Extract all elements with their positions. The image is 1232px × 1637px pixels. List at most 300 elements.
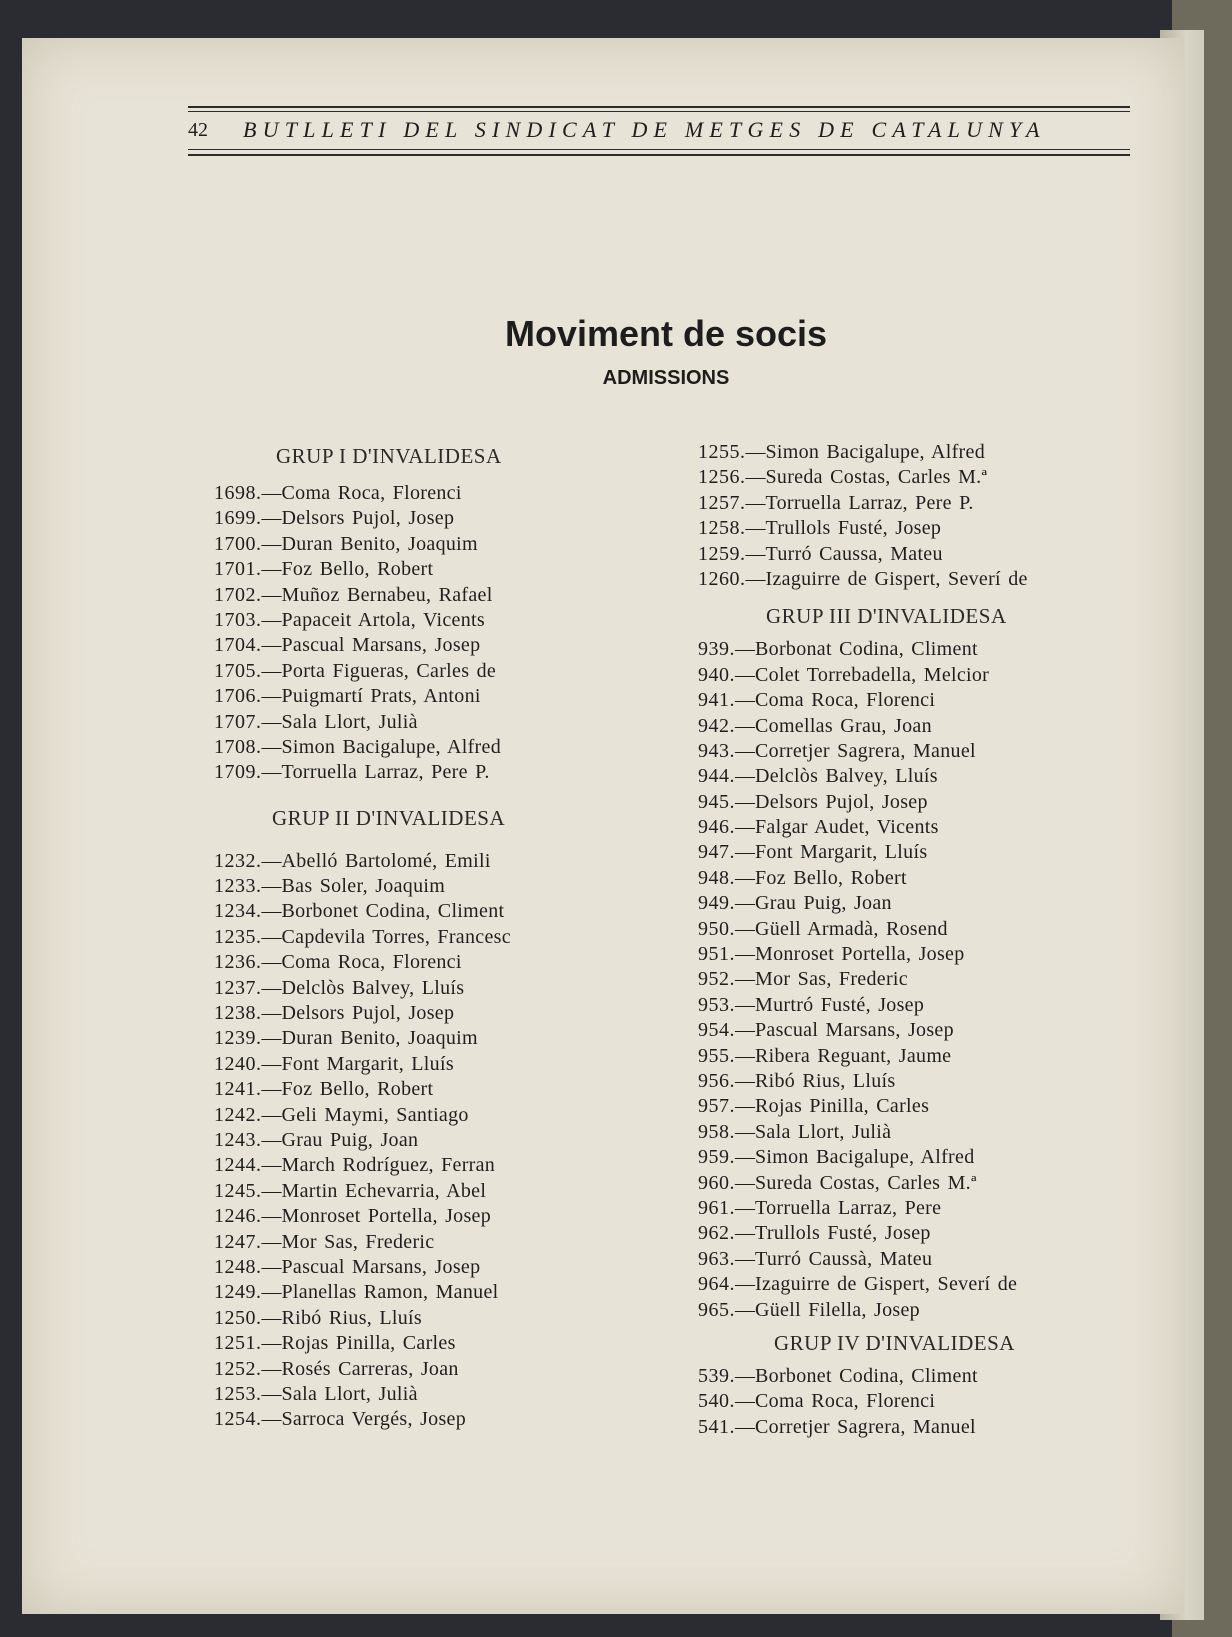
em-dash: — [261,1306,282,1329]
member-entry [214,1077,594,1102]
member-name: Martin Echevarria, Abel [281,1179,487,1202]
member-number: 1246. [214,1205,262,1228]
left-column [214,440,594,1433]
em-dash: — [735,1095,755,1118]
em-dash: — [735,866,755,889]
member-number: 1244. [214,1154,262,1177]
em-dash: — [261,710,282,733]
member-entry [698,465,1098,490]
member-number: 944. [698,765,735,788]
member-name: March Rodríguez, Ferran [281,1154,496,1177]
member-entry [214,633,594,658]
member-number: 965. [698,1298,735,1321]
member-number: 1702. [214,583,262,606]
spacer [214,835,594,849]
member-name: Duran Benito, Joaquim [281,532,478,555]
member-list [698,1364,1098,1440]
member-name: Coma Roca, Florenci [281,482,462,504]
member-list [698,440,1098,592]
member-number: 941. [698,689,735,712]
em-dash: — [261,659,282,682]
member-name: Trullols Fusté, Josep [765,517,942,540]
member-name: Bas Soler, Joaquim [281,875,446,898]
member-number: 940. [698,663,735,686]
member-entry [698,1145,1098,1170]
member-entry [698,993,1098,1018]
member-number: 1247. [214,1230,262,1253]
em-dash: — [261,1205,282,1228]
em-dash: — [261,685,282,708]
member-entry [214,1280,594,1305]
em-dash: — [735,1273,755,1296]
header-rule [188,154,1130,156]
member-entry [698,491,1098,516]
member-name: Capdevila Torres, Francesc [281,925,511,948]
member-entry [214,557,594,582]
em-dash: — [745,491,766,514]
em-dash: — [745,567,766,590]
em-dash: — [735,1222,755,1245]
member-name: Delsors Pujol, Josep [281,1002,455,1025]
member-number: 959. [698,1146,735,1169]
member-name: Pascual Marsans, Josep [281,634,481,657]
em-dash: — [735,1364,755,1387]
member-number: 1243. [214,1128,262,1151]
member-number: 955. [698,1044,735,1067]
member-number: 1257. [698,491,746,514]
member-entry [698,1196,1098,1221]
member-name: Torruella Larraz, Pere P. [281,761,490,784]
member-name: Trullols Fusté, Josep [755,1222,931,1245]
member-entry [214,1357,594,1382]
member-name: Coma Roca, Florenci [281,951,462,974]
member-entry [698,840,1098,865]
member-name: Delsors Pujol, Josep [281,507,455,530]
member-entry [214,608,594,633]
member-name: Ribó Rius, Lluís [755,1069,896,1092]
member-name: Sala Llort, Julià [755,1120,892,1143]
member-number: 1249. [214,1281,262,1304]
em-dash: — [261,1179,282,1202]
member-number: 958. [698,1120,735,1143]
member-name: Font Margarit, Lluís [755,841,928,864]
em-dash: — [261,532,282,555]
em-dash: — [735,1390,755,1413]
member-name: Borbonet Codina, Climent [755,1364,978,1387]
member-name: Borbonat Codina, Climent [755,638,978,661]
running-title: BUTLLETI DEL SINDICAT DE METGES DE CATALUNYA [243,117,1046,142]
page-subtitle: ADMISSIONS [602,367,730,389]
member-entry [214,899,594,924]
member-number: 1237. [214,976,262,999]
em-dash: — [261,1128,282,1151]
member-entry [698,1415,1098,1440]
member-name: Falgar Audet, Vicents [755,816,939,839]
member-entry [698,567,1098,592]
em-dash: — [735,1196,755,1219]
group-heading: GRUP IV D'INVALIDESA [774,1330,1015,1355]
em-dash: — [735,1247,755,1270]
member-number: 950. [698,917,735,940]
running-header [188,106,1130,158]
member-number: 1253. [214,1382,262,1405]
member-number: 1239. [214,1027,262,1050]
em-dash: — [735,993,755,1016]
member-name: Papaceit Artola, Vicents [281,608,485,631]
member-entry [698,1120,1098,1145]
member-entry [698,1171,1098,1196]
spacer [214,473,594,481]
member-entry [698,1389,1098,1414]
member-name: Rojas Pinilla, Carles [281,1332,456,1355]
em-dash: — [261,1027,282,1050]
em-dash: — [735,841,755,864]
member-number: 1258. [698,517,746,540]
member-number: 1240. [214,1052,262,1075]
member-name: Monroset Portella, Josep [755,943,965,966]
member-number: 1709. [214,761,262,784]
em-dash: — [261,849,282,872]
member-entry [698,790,1098,815]
em-dash: — [261,976,282,999]
member-entry [698,1298,1098,1323]
member-entry [698,516,1098,541]
member-entry [698,1272,1098,1297]
em-dash: — [261,1078,282,1101]
member-number: 1242. [214,1103,262,1126]
member-entry [698,542,1098,567]
member-name: Sala Llort, Julià [281,1382,418,1405]
em-dash: — [261,1408,282,1431]
member-entry [698,866,1098,891]
member-number: 1705. [214,659,262,682]
member-name: Rojas Pinilla, Carles [755,1095,930,1118]
member-number: 1699. [214,507,262,530]
header-rule [188,149,1130,150]
member-number: 954. [698,1019,735,1042]
member-number: 964. [698,1273,735,1296]
em-dash: — [745,517,766,540]
em-dash: — [735,790,755,813]
em-dash: — [261,1357,282,1380]
member-entry [214,583,594,608]
member-number: 949. [698,892,735,915]
member-entry [214,1026,594,1051]
member-number: 1701. [214,558,262,581]
em-dash: — [735,968,755,991]
member-entry [214,1382,594,1407]
member-entry [214,1052,594,1077]
group-heading: GRUP III D'INVALIDESA [766,604,1007,629]
member-name: Abelló Bartolomé, Emili [281,849,491,872]
group-heading: GRUP I D'INVALIDESA [276,444,502,468]
member-number: 939. [698,638,735,661]
member-name: Grau Puig, Joan [281,1128,419,1151]
member-name: Foz Bello, Robert [755,866,907,889]
member-number: 1704. [214,634,262,657]
member-number: 952. [698,968,735,991]
member-entry [698,663,1098,688]
member-number: 962. [698,1222,735,1245]
member-entry [698,1221,1098,1246]
member-number: 951. [698,943,735,966]
member-entry [214,760,594,785]
member-name: Murtró Fusté, Josep [755,993,925,1016]
member-number: 943. [698,739,735,762]
member-entry [214,1103,594,1128]
member-number: 963. [698,1247,735,1270]
member-entry [698,1069,1098,1094]
member-name: Puigmartí Prats, Antoni [281,685,481,708]
member-entry [214,506,594,531]
member-entry [698,637,1098,662]
member-name: Mor Sas, Frederic [281,1230,435,1253]
member-number: 948. [698,866,735,889]
em-dash: — [735,943,755,966]
em-dash: — [735,739,755,762]
member-number: 1259. [698,542,746,565]
em-dash: — [261,925,282,948]
member-entry [698,688,1098,713]
member-entry [698,1018,1098,1043]
member-name: Torruella Larraz, Pere P. [765,491,974,514]
em-dash: — [261,1002,282,1025]
em-dash: — [261,583,282,606]
right-column [698,440,1098,1440]
member-name: Pascual Marsans, Josep [755,1019,954,1042]
em-dash: — [261,875,282,898]
em-dash: — [261,608,282,631]
em-dash: — [261,1281,282,1304]
member-name: Porta Figueras, Carles de [281,659,497,682]
em-dash: — [735,689,755,712]
member-number: 1232. [214,849,262,872]
em-dash: — [735,638,755,661]
group-heading: GRUP II D'INVALIDESA [272,805,506,830]
member-entry [698,739,1098,764]
em-dash: — [745,441,766,463]
member-entry [214,874,594,899]
member-name: Borbonet Codina, Climent [281,900,505,923]
page-number: 42 [188,119,208,141]
member-name: Simon Bacigalupe, Alfred [755,1146,975,1169]
member-entry [214,976,594,1001]
member-entry [214,950,594,975]
member-name: Comellas Grau, Joan [755,714,932,737]
member-name: Pascual Marsans, Josep [281,1255,481,1278]
member-entry [214,1204,594,1229]
member-entry [214,1255,594,1280]
em-dash: — [735,1044,755,1067]
em-dash: — [261,761,282,784]
member-entry [698,714,1098,739]
member-entry [214,1153,594,1178]
em-dash: — [735,816,755,839]
em-dash: — [745,542,766,565]
em-dash: — [735,1415,755,1438]
member-name: Geli Maymi, Santiago [281,1103,469,1126]
em-dash: — [261,507,282,530]
member-name: Delclòs Balvey, Lluís [755,765,938,788]
member-list [214,849,594,1433]
em-dash: — [261,900,282,923]
member-name: Turró Caussa, Mateu [765,542,943,565]
member-number: 957. [698,1095,735,1118]
em-dash: — [735,1120,755,1143]
member-name: Coma Roca, Florenci [755,1390,936,1413]
member-number: 1252. [214,1357,262,1380]
member-entry [214,735,594,760]
member-name: Delsors Pujol, Josep [755,790,928,813]
member-name: Izaguirre de Gispert, Severí de [755,1273,1018,1296]
member-entry [214,659,594,684]
member-number: 942. [698,714,735,737]
member-entry [698,917,1098,942]
member-name: Planellas Ramon, Manuel [281,1281,499,1304]
member-name: Delclòs Balvey, Lluís [281,976,465,999]
em-dash: — [735,917,755,940]
em-dash: — [735,1069,755,1092]
member-number: 946. [698,816,735,839]
member-name: Font Margarit, Lluís [281,1052,454,1075]
member-entry [214,925,594,950]
em-dash: — [261,1332,282,1355]
em-dash: — [261,1255,282,1278]
member-number: 1256. [698,466,746,489]
member-number: 1708. [214,735,262,758]
member-name: Corretjer Sagrera, Manuel [755,1415,976,1438]
member-entry [214,1128,594,1153]
em-dash: — [261,735,282,758]
member-name: Turró Caussà, Mateu [755,1247,933,1270]
member-number: 1233. [214,875,262,898]
member-name: Izaguirre de Gispert, Severí de [765,567,1028,590]
member-name: Foz Bello, Robert [281,1078,434,1101]
member-name: Sarroca Vergés, Josep [281,1408,467,1431]
em-dash: — [261,482,282,504]
em-dash: — [735,1298,755,1321]
member-number: 1238. [214,1002,262,1025]
em-dash: — [261,634,282,657]
member-number: 1706. [214,685,262,708]
member-name: Muñoz Bernabeu, Rafael [281,583,493,606]
member-name: Sala Llort, Julià [281,710,418,733]
member-name: Güell Armadà, Rosend [755,917,948,940]
member-entry [214,710,594,735]
member-name: Sureda Costas, Carles M.ª [755,1171,977,1194]
member-entry [698,815,1098,840]
member-number: 540. [698,1390,735,1413]
member-name: Sureda Costas, Carles M.ª [765,466,988,489]
member-name: Simon Bacigalupe, Alfred [765,441,985,463]
member-number: 1255. [698,441,746,463]
member-number: 1698. [214,482,262,504]
member-number: 1245. [214,1179,262,1202]
em-dash: — [735,1146,755,1169]
member-number: 541. [698,1415,735,1438]
member-name: Mor Sas, Frederic [755,968,908,991]
member-number: 1236. [214,951,262,974]
member-number: 1703. [214,608,262,631]
member-name: Monroset Portella, Josep [281,1205,492,1228]
page-title: Moviment de socis [504,313,828,354]
member-number: 1248. [214,1255,262,1278]
member-name: Ribó Rius, Lluís [281,1306,422,1329]
em-dash: — [735,714,755,737]
em-dash: — [735,892,755,915]
em-dash: — [735,663,755,686]
member-name: Colet Torrebadella, Melcior [755,663,990,686]
member-number: 947. [698,841,735,864]
member-number: 1251. [214,1332,262,1355]
spacer [214,786,594,802]
member-entry [214,849,594,874]
em-dash: — [261,1052,282,1075]
em-dash: — [735,1019,755,1042]
member-name: Foz Bello, Robert [281,558,434,581]
member-entry [698,764,1098,789]
member-number: 1250. [214,1306,262,1329]
em-dash: — [261,1103,282,1126]
member-number: 1707. [214,710,262,733]
em-dash: — [261,951,282,974]
member-number: 960. [698,1171,735,1194]
member-entry [698,1044,1098,1069]
member-number: 1700. [214,532,262,555]
member-entry [214,532,594,557]
member-number: 945. [698,790,735,813]
member-number: 539. [698,1364,735,1387]
member-entry [214,1230,594,1255]
member-entry [214,481,594,506]
member-list [698,637,1098,1323]
em-dash: — [745,466,766,489]
member-number: 1234. [214,900,262,923]
member-entry [698,942,1098,967]
member-number: 1235. [214,925,262,948]
em-dash: — [261,558,282,581]
em-dash: — [735,1171,755,1194]
member-entry [214,1331,594,1356]
member-number: 1260. [698,567,746,590]
member-name: Coma Roca, Florenci [755,689,936,712]
member-entry [698,1247,1098,1272]
spacer [698,592,1098,600]
member-entry [698,967,1098,992]
member-name: Simon Bacigalupe, Alfred [281,735,501,758]
header-rule [188,106,1130,108]
member-entry [698,1094,1098,1119]
em-dash: — [735,765,755,788]
member-name: Torruella Larraz, Pere [755,1196,942,1219]
member-entry [698,1364,1098,1389]
em-dash: — [261,1154,282,1177]
member-name: Ribera Reguant, Jaume [755,1044,952,1067]
member-number: 1254. [214,1408,262,1431]
member-number: 953. [698,993,735,1016]
member-name: Güell Filella, Josep [755,1298,920,1321]
member-entry [214,1179,594,1204]
member-number: 956. [698,1069,735,1092]
em-dash: — [261,1230,282,1253]
member-name: Duran Benito, Joaquim [281,1027,478,1050]
member-number: 1241. [214,1078,262,1101]
member-number: 961. [698,1196,735,1219]
member-list [214,481,594,786]
member-name: Corretjer Sagrera, Manuel [755,739,976,762]
header-rule [188,111,1130,112]
member-name: Rosés Carreras, Joan [281,1357,459,1380]
